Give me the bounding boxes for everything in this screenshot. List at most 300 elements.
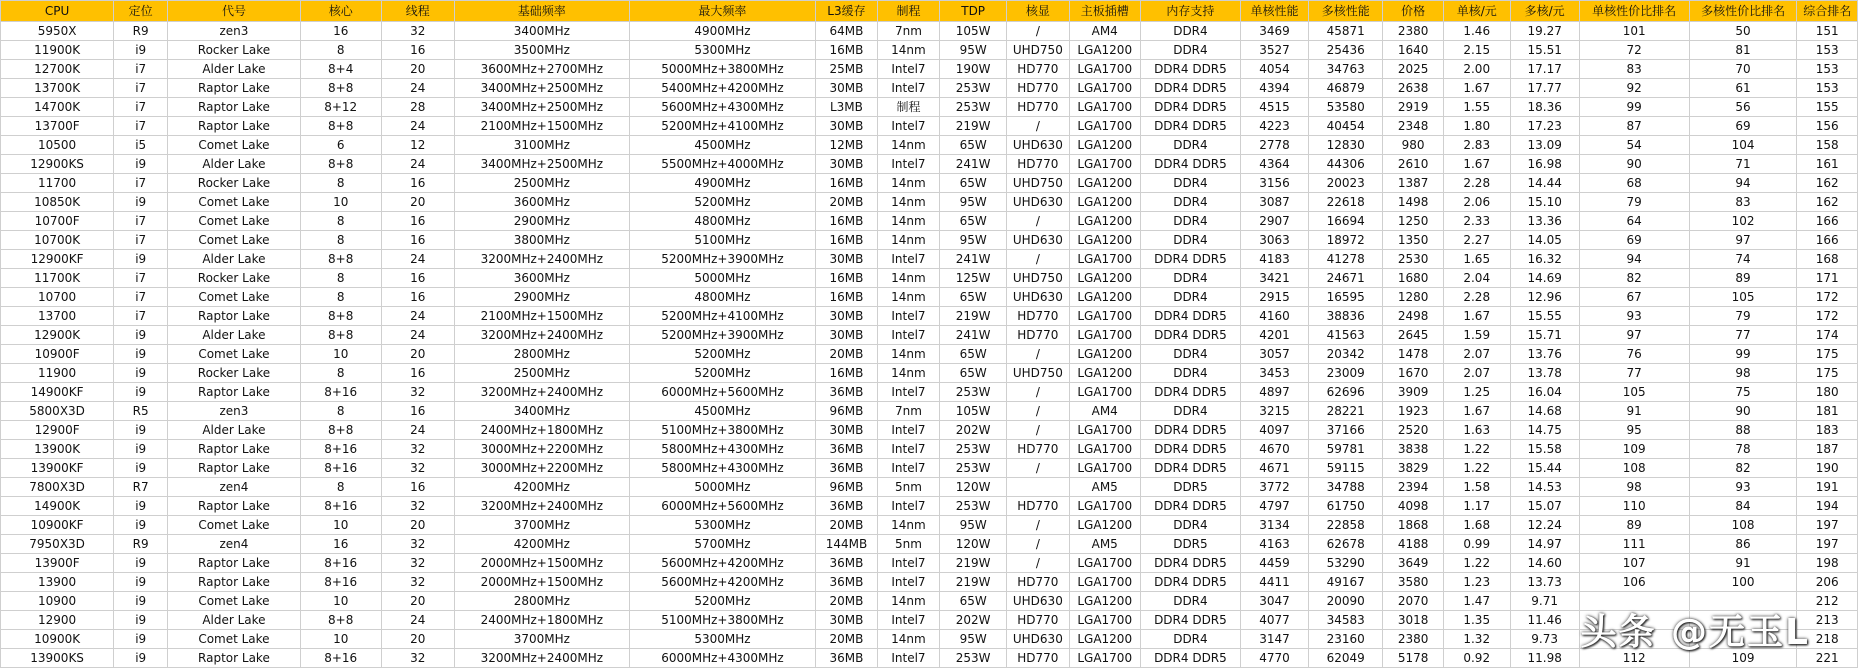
- table-cell[interactable]: 3800MHz: [454, 231, 629, 250]
- table-row[interactable]: [1, 554, 1858, 573]
- table-cell[interactable]: 16: [300, 22, 381, 41]
- table-cell[interactable]: 15.51: [1510, 41, 1579, 60]
- table-cell[interactable]: 5200MHz+4100MHz: [629, 117, 816, 136]
- table-cell[interactable]: 8+16: [300, 497, 381, 516]
- table-cell[interactable]: 82: [1579, 269, 1689, 288]
- table-cell[interactable]: 105: [1689, 288, 1797, 307]
- table-cell[interactable]: 8+16: [300, 459, 381, 478]
- table-cell[interactable]: 24: [381, 421, 454, 440]
- table-cell[interactable]: 65W: [940, 592, 1007, 611]
- table-cell[interactable]: 93: [1579, 307, 1689, 326]
- table-cell[interactable]: 2380: [1383, 22, 1443, 41]
- table-cell[interactable]: 24: [381, 250, 454, 269]
- table-cell[interactable]: 20: [381, 193, 454, 212]
- table-cell[interactable]: 4800MHz: [629, 288, 816, 307]
- table-cell[interactable]: 5600MHz+4200MHz: [629, 573, 816, 592]
- table-cell[interactable]: Rocker Lake: [168, 41, 301, 60]
- table-cell[interactable]: 2900MHz: [454, 212, 629, 231]
- table-row[interactable]: [1, 649, 1858, 668]
- table-cell[interactable]: 162: [1797, 193, 1858, 212]
- table-cell[interactable]: LGA1700: [1069, 79, 1140, 98]
- table-cell[interactable]: 制程: [877, 98, 940, 117]
- table-cell[interactable]: 3400MHz+2500MHz: [454, 155, 629, 174]
- table-cell[interactable]: 13900KF: [1, 459, 114, 478]
- table-cell[interactable]: 3649: [1383, 554, 1443, 573]
- table-cell[interactable]: zen4: [168, 478, 301, 497]
- table-cell[interactable]: 59781: [1309, 440, 1383, 459]
- table-cell[interactable]: 30MB: [816, 155, 877, 174]
- table-cell[interactable]: 12700K: [1, 60, 114, 79]
- table-cell[interactable]: 41563: [1309, 326, 1383, 345]
- table-cell[interactable]: L3MB: [816, 98, 877, 117]
- table-cell[interactable]: 61: [1689, 79, 1797, 98]
- column-header[interactable]: 线程: [381, 1, 454, 22]
- table-cell[interactable]: 14.44: [1510, 174, 1579, 193]
- table-cell[interactable]: i7: [114, 117, 168, 136]
- table-cell[interactable]: 5100MHz+3800MHz: [629, 611, 816, 630]
- table-cell[interactable]: zen3: [168, 22, 301, 41]
- table-cell[interactable]: LGA1700: [1069, 573, 1140, 592]
- table-cell[interactable]: 25MB: [816, 60, 877, 79]
- table-cell[interactable]: 10900K: [1, 630, 114, 649]
- table-cell[interactable]: R7: [114, 478, 168, 497]
- table-cell[interactable]: 10: [300, 345, 381, 364]
- table-cell[interactable]: 5000MHz: [629, 269, 816, 288]
- table-cell[interactable]: UHD750: [1007, 174, 1070, 193]
- table-cell[interactable]: 4200MHz: [454, 478, 629, 497]
- table-cell[interactable]: 4077: [1241, 611, 1309, 630]
- table-cell[interactable]: 53290: [1309, 554, 1383, 573]
- table-cell[interactable]: 105W: [940, 22, 1007, 41]
- table-cell[interactable]: 14.68: [1510, 402, 1579, 421]
- table-cell[interactable]: 14nm: [877, 41, 940, 60]
- table-cell[interactable]: 69: [1579, 231, 1689, 250]
- table-cell[interactable]: 30MB: [816, 307, 877, 326]
- table-cell[interactable]: Intel7: [877, 497, 940, 516]
- table-cell[interactable]: 20: [381, 516, 454, 535]
- table-cell[interactable]: 1.80: [1443, 117, 1510, 136]
- table-cell[interactable]: 15.71: [1510, 326, 1579, 345]
- table-cell[interactable]: 10: [300, 516, 381, 535]
- table-cell[interactable]: UHD630: [1007, 630, 1070, 649]
- table-cell[interactable]: 168: [1797, 250, 1858, 269]
- table-cell[interactable]: DDR4: [1140, 288, 1240, 307]
- table-cell[interactable]: 72: [1579, 41, 1689, 60]
- table-cell[interactable]: 9.71: [1510, 592, 1579, 611]
- table-cell[interactable]: 4223: [1241, 117, 1309, 136]
- table-cell[interactable]: 4411: [1241, 573, 1309, 592]
- table-cell[interactable]: 1680: [1383, 269, 1443, 288]
- table-cell[interactable]: LGA1700: [1069, 117, 1140, 136]
- table-row[interactable]: [1, 364, 1858, 383]
- table-cell[interactable]: 32: [381, 649, 454, 668]
- table-cell[interactable]: /: [1007, 535, 1070, 554]
- table-cell[interactable]: 1670: [1383, 364, 1443, 383]
- table-cell[interactable]: 4098: [1383, 497, 1443, 516]
- table-cell[interactable]: 8+8: [300, 79, 381, 98]
- table-cell[interactable]: Intel7: [877, 573, 940, 592]
- table-cell[interactable]: LGA1700: [1069, 60, 1140, 79]
- table-cell[interactable]: 3018: [1383, 611, 1443, 630]
- table-cell[interactable]: 14nm: [877, 269, 940, 288]
- table-cell[interactable]: 1.25: [1443, 383, 1510, 402]
- table-cell[interactable]: Raptor Lake: [168, 440, 301, 459]
- table-cell[interactable]: DDR4: [1140, 174, 1240, 193]
- table-cell[interactable]: 99: [1579, 98, 1689, 117]
- table-cell[interactable]: AM4: [1069, 22, 1140, 41]
- table-cell[interactable]: 14nm: [877, 288, 940, 307]
- table-cell[interactable]: 32: [381, 573, 454, 592]
- table-cell[interactable]: 34788: [1309, 478, 1383, 497]
- table-cell[interactable]: HD770: [1007, 60, 1070, 79]
- table-cell[interactable]: 13900K: [1, 440, 114, 459]
- table-cell[interactable]: i9: [114, 250, 168, 269]
- table-cell[interactable]: 8: [300, 269, 381, 288]
- table-cell[interactable]: 4364: [1241, 155, 1309, 174]
- table-cell[interactable]: Rocker Lake: [168, 269, 301, 288]
- table-cell[interactable]: Intel7: [877, 79, 940, 98]
- table-cell[interactable]: 171: [1797, 269, 1858, 288]
- table-cell[interactable]: 8+8: [300, 421, 381, 440]
- table-cell[interactable]: 3600MHz+2700MHz: [454, 60, 629, 79]
- table-cell[interactable]: 24671: [1309, 269, 1383, 288]
- table-cell[interactable]: i9: [114, 592, 168, 611]
- table-cell[interactable]: LGA1700: [1069, 421, 1140, 440]
- table-cell[interactable]: 2.07: [1443, 345, 1510, 364]
- table-cell[interactable]: 3400MHz: [454, 402, 629, 421]
- table-cell[interactable]: 153: [1797, 60, 1858, 79]
- table-cell[interactable]: Raptor Lake: [168, 79, 301, 98]
- table-cell[interactable]: 13700K: [1, 79, 114, 98]
- table-cell[interactable]: 4500MHz: [629, 402, 816, 421]
- table-cell[interactable]: DDR4: [1140, 516, 1240, 535]
- table-row[interactable]: [1, 136, 1858, 155]
- table-cell[interactable]: 14.05: [1510, 231, 1579, 250]
- table-cell[interactable]: LGA1200: [1069, 345, 1140, 364]
- table-cell[interactable]: 77: [1579, 364, 1689, 383]
- table-cell[interactable]: 8: [300, 402, 381, 421]
- table-cell[interactable]: 2919: [1383, 98, 1443, 117]
- table-cell[interactable]: i9: [114, 649, 168, 668]
- table-cell[interactable]: 46879: [1309, 79, 1383, 98]
- table-cell[interactable]: LGA1700: [1069, 383, 1140, 402]
- table-cell[interactable]: 69: [1689, 117, 1797, 136]
- table-cell[interactable]: HD770: [1007, 326, 1070, 345]
- table-cell[interactable]: 2400MHz+1800MHz: [454, 421, 629, 440]
- table-cell[interactable]: 32: [381, 554, 454, 573]
- column-header[interactable]: L3缓存: [816, 1, 877, 22]
- table-cell[interactable]: 3469: [1241, 22, 1309, 41]
- table-cell[interactable]: 32: [381, 383, 454, 402]
- column-header[interactable]: 核心: [300, 1, 381, 22]
- table-cell[interactable]: LGA1700: [1069, 250, 1140, 269]
- table-cell[interactable]: 30MB: [816, 326, 877, 345]
- table-cell[interactable]: Intel7: [877, 155, 940, 174]
- table-cell[interactable]: 2.07: [1443, 364, 1510, 383]
- table-cell[interactable]: 96MB: [816, 402, 877, 421]
- table-cell[interactable]: 197: [1797, 516, 1858, 535]
- table-cell[interactable]: 5000MHz+3800MHz: [629, 60, 816, 79]
- table-cell[interactable]: 4201: [1241, 326, 1309, 345]
- column-header[interactable]: 基础频率: [454, 1, 629, 22]
- table-cell[interactable]: 3400MHz: [454, 22, 629, 41]
- table-cell[interactable]: 2100MHz+1500MHz: [454, 307, 629, 326]
- table-cell[interactable]: 5200MHz: [629, 345, 816, 364]
- table-cell[interactable]: Comet Lake: [168, 288, 301, 307]
- table-cell[interactable]: HD770: [1007, 307, 1070, 326]
- table-cell[interactable]: LGA1200: [1069, 269, 1140, 288]
- table-cell[interactable]: 65W: [940, 364, 1007, 383]
- table-cell[interactable]: 36MB: [816, 440, 877, 459]
- column-header[interactable]: TDP: [940, 1, 1007, 22]
- table-cell[interactable]: 20090: [1309, 592, 1383, 611]
- table-cell[interactable]: DDR4 DDR5: [1140, 155, 1240, 174]
- table-cell[interactable]: 107: [1579, 554, 1689, 573]
- table-cell[interactable]: 2500MHz: [454, 174, 629, 193]
- column-header[interactable]: 多核/元: [1510, 1, 1579, 22]
- table-cell[interactable]: 89: [1579, 516, 1689, 535]
- table-cell[interactable]: 62049: [1309, 649, 1383, 668]
- table-cell[interactable]: LGA1200: [1069, 41, 1140, 60]
- table-cell[interactable]: i9: [114, 421, 168, 440]
- table-cell[interactable]: Intel7: [877, 440, 940, 459]
- table-cell[interactable]: LGA1700: [1069, 611, 1140, 630]
- table-cell[interactable]: 219W: [940, 573, 1007, 592]
- table-cell[interactable]: UHD630: [1007, 592, 1070, 611]
- table-row[interactable]: [1, 535, 1858, 554]
- table-cell[interactable]: 23160: [1309, 630, 1383, 649]
- table-cell[interactable]: Alder Lake: [168, 421, 301, 440]
- table-cell[interactable]: 8+16: [300, 554, 381, 573]
- table-cell[interactable]: 16MB: [816, 212, 877, 231]
- table-cell[interactable]: 30MB: [816, 611, 877, 630]
- table-cell[interactable]: 5178: [1383, 649, 1443, 668]
- table-cell[interactable]: i9: [114, 573, 168, 592]
- table-row[interactable]: [1, 307, 1858, 326]
- table-cell[interactable]: 77: [1689, 326, 1797, 345]
- table-cell[interactable]: 22858: [1309, 516, 1383, 535]
- table-cell[interactable]: 79: [1689, 307, 1797, 326]
- table-cell[interactable]: i9: [114, 459, 168, 478]
- table-cell[interactable]: 2380: [1383, 630, 1443, 649]
- table-cell[interactable]: 5800MHz+4300MHz: [629, 459, 816, 478]
- table-cell[interactable]: 4900MHz: [629, 174, 816, 193]
- table-cell[interactable]: 65W: [940, 212, 1007, 231]
- table-cell[interactable]: 12.24: [1510, 516, 1579, 535]
- table-cell[interactable]: 13900F: [1, 554, 114, 573]
- table-cell[interactable]: 8+8: [300, 250, 381, 269]
- table-cell[interactable]: 2800MHz: [454, 592, 629, 611]
- table-cell[interactable]: 206: [1797, 573, 1858, 592]
- table-cell[interactable]: 253W: [940, 649, 1007, 668]
- table-cell[interactable]: 1.23: [1443, 573, 1510, 592]
- table-cell[interactable]: 4160: [1241, 307, 1309, 326]
- table-cell[interactable]: 16.32: [1510, 250, 1579, 269]
- table-cell[interactable]: 198: [1797, 554, 1858, 573]
- table-cell[interactable]: [1007, 478, 1070, 497]
- table-cell[interactable]: 14nm: [877, 516, 940, 535]
- table-cell[interactable]: 65W: [940, 136, 1007, 155]
- table-cell[interactable]: 110: [1579, 497, 1689, 516]
- table-cell[interactable]: 30MB: [816, 79, 877, 98]
- table-cell[interactable]: 20MB: [816, 630, 877, 649]
- table-cell[interactable]: 14nm: [877, 592, 940, 611]
- table-cell[interactable]: 15.58: [1510, 440, 1579, 459]
- table-cell[interactable]: 241W: [940, 155, 1007, 174]
- table-cell[interactable]: 18.36: [1510, 98, 1579, 117]
- table-row[interactable]: [1, 41, 1858, 60]
- table-cell[interactable]: DDR4: [1140, 22, 1240, 41]
- table-cell[interactable]: 175: [1797, 345, 1858, 364]
- column-header[interactable]: 制程: [877, 1, 940, 22]
- table-cell[interactable]: Intel7: [877, 250, 940, 269]
- table-cell[interactable]: i5: [114, 136, 168, 155]
- table-cell[interactable]: 20: [381, 345, 454, 364]
- table-cell[interactable]: 16: [381, 231, 454, 250]
- table-cell[interactable]: 1280: [1383, 288, 1443, 307]
- table-cell[interactable]: UHD750: [1007, 269, 1070, 288]
- table-cell[interactable]: /: [1007, 345, 1070, 364]
- table-cell[interactable]: 3909: [1383, 383, 1443, 402]
- table-cell[interactable]: 3838: [1383, 440, 1443, 459]
- table-cell[interactable]: 153: [1797, 41, 1858, 60]
- table-cell[interactable]: 5300MHz: [629, 630, 816, 649]
- table-cell[interactable]: 59115: [1309, 459, 1383, 478]
- table-cell[interactable]: 8: [300, 478, 381, 497]
- table-cell[interactable]: 111: [1579, 535, 1689, 554]
- table-cell[interactable]: LGA1700: [1069, 459, 1140, 478]
- table-row[interactable]: [1, 117, 1858, 136]
- table-cell[interactable]: 5nm: [877, 535, 940, 554]
- table-cell[interactable]: 105: [1579, 383, 1689, 402]
- table-cell[interactable]: 2400MHz+1800MHz: [454, 611, 629, 630]
- table-cell[interactable]: 96MB: [816, 478, 877, 497]
- table-cell[interactable]: 109: [1579, 440, 1689, 459]
- table-cell[interactable]: 7800X3D: [1, 478, 114, 497]
- table-cell[interactable]: 13.09: [1510, 136, 1579, 155]
- table-row[interactable]: [1, 383, 1858, 402]
- table-cell[interactable]: 4163: [1241, 535, 1309, 554]
- table-cell[interactable]: 12900KS: [1, 155, 114, 174]
- table-cell[interactable]: 12900: [1, 611, 114, 630]
- table-cell[interactable]: 84: [1689, 497, 1797, 516]
- table-cell[interactable]: 5600MHz+4300MHz: [629, 98, 816, 117]
- table-cell[interactable]: 24: [381, 79, 454, 98]
- table-cell[interactable]: 32: [381, 440, 454, 459]
- table-cell[interactable]: UHD750: [1007, 41, 1070, 60]
- table-cell[interactable]: R9: [114, 535, 168, 554]
- table-cell[interactable]: DDR4 DDR5: [1140, 649, 1240, 668]
- table-cell[interactable]: Intel7: [877, 459, 940, 478]
- table-cell[interactable]: 20MB: [816, 193, 877, 212]
- column-header[interactable]: 单核/元: [1443, 1, 1510, 22]
- table-cell[interactable]: 1868: [1383, 516, 1443, 535]
- table-row[interactable]: [1, 231, 1858, 250]
- table-cell[interactable]: 1923: [1383, 402, 1443, 421]
- table-cell[interactable]: Intel7: [877, 117, 940, 136]
- table-cell[interactable]: 4459: [1241, 554, 1309, 573]
- table-cell[interactable]: 3400MHz+2500MHz: [454, 98, 629, 117]
- table-cell[interactable]: 1.35: [1443, 611, 1510, 630]
- table-cell[interactable]: 8+16: [300, 649, 381, 668]
- table-cell[interactable]: 5nm: [877, 478, 940, 497]
- table-cell[interactable]: 153: [1797, 79, 1858, 98]
- table-cell[interactable]: UHD750: [1007, 364, 1070, 383]
- table-cell[interactable]: 22618: [1309, 193, 1383, 212]
- table-cell[interactable]: 10: [300, 193, 381, 212]
- table-cell[interactable]: 5200MHz: [629, 364, 816, 383]
- table-cell[interactable]: 36MB: [816, 649, 877, 668]
- table-cell[interactable]: 2070: [1383, 592, 1443, 611]
- table-cell[interactable]: 14700K: [1, 98, 114, 117]
- table-cell[interactable]: 2.04: [1443, 269, 1510, 288]
- table-cell[interactable]: 11900: [1, 364, 114, 383]
- table-cell[interactable]: DDR4 DDR5: [1140, 60, 1240, 79]
- table-cell[interactable]: 88: [1689, 421, 1797, 440]
- table-cell[interactable]: i9: [114, 611, 168, 630]
- table-cell[interactable]: 13900: [1, 573, 114, 592]
- table-cell[interactable]: 2530: [1383, 250, 1443, 269]
- table-cell[interactable]: Comet Lake: [168, 516, 301, 535]
- table-cell[interactable]: 5800X3D: [1, 402, 114, 421]
- table-cell[interactable]: 49167: [1309, 573, 1383, 592]
- table-cell[interactable]: 162: [1797, 174, 1858, 193]
- table-cell[interactable]: 7950X3D: [1, 535, 114, 554]
- table-cell[interactable]: 1.47: [1443, 592, 1510, 611]
- table-cell[interactable]: 92: [1579, 79, 1689, 98]
- table-cell[interactable]: Raptor Lake: [168, 98, 301, 117]
- table-cell[interactable]: DDR4 DDR5: [1140, 573, 1240, 592]
- table-cell[interactable]: 1.22: [1443, 459, 1510, 478]
- table-cell[interactable]: 5500MHz+4000MHz: [629, 155, 816, 174]
- table-cell[interactable]: 5950X: [1, 22, 114, 41]
- table-cell[interactable]: 20: [381, 60, 454, 79]
- table-cell[interactable]: 8+16: [300, 440, 381, 459]
- table-cell[interactable]: DDR4: [1140, 231, 1240, 250]
- table-cell[interactable]: LGA1700: [1069, 326, 1140, 345]
- table-cell[interactable]: 95W: [940, 41, 1007, 60]
- table-cell[interactable]: 13.76: [1510, 345, 1579, 364]
- table-cell[interactable]: 3057: [1241, 345, 1309, 364]
- table-cell[interactable]: 97: [1689, 231, 1797, 250]
- table-row[interactable]: [1, 459, 1858, 478]
- table-cell[interactable]: DDR4 DDR5: [1140, 79, 1240, 98]
- table-cell[interactable]: LGA1200: [1069, 592, 1140, 611]
- table-cell[interactable]: Intel7: [877, 421, 940, 440]
- table-cell[interactable]: 53580: [1309, 98, 1383, 117]
- table-cell[interactable]: 11700K: [1, 269, 114, 288]
- table-cell[interactable]: 3580: [1383, 573, 1443, 592]
- table-cell[interactable]: 2025: [1383, 60, 1443, 79]
- table-cell[interactable]: 15.55: [1510, 307, 1579, 326]
- table-cell[interactable]: i7: [114, 174, 168, 193]
- table-cell[interactable]: Alder Lake: [168, 250, 301, 269]
- table-cell[interactable]: 1.67: [1443, 307, 1510, 326]
- table-cell[interactable]: 14nm: [877, 364, 940, 383]
- table-cell[interactable]: 2.00: [1443, 60, 1510, 79]
- table-cell[interactable]: 37166: [1309, 421, 1383, 440]
- table-cell[interactable]: 6000MHz+5600MHz: [629, 497, 816, 516]
- table-cell[interactable]: Raptor Lake: [168, 307, 301, 326]
- table-cell[interactable]: UHD630: [1007, 231, 1070, 250]
- table-cell[interactable]: AM5: [1069, 478, 1140, 497]
- table-cell[interactable]: /: [1007, 421, 1070, 440]
- table-cell[interactable]: 83: [1579, 60, 1689, 79]
- table-cell[interactable]: 16595: [1309, 288, 1383, 307]
- table-cell[interactable]: Alder Lake: [168, 326, 301, 345]
- table-cell[interactable]: 102: [1689, 212, 1797, 231]
- table-cell[interactable]: 8+12: [300, 98, 381, 117]
